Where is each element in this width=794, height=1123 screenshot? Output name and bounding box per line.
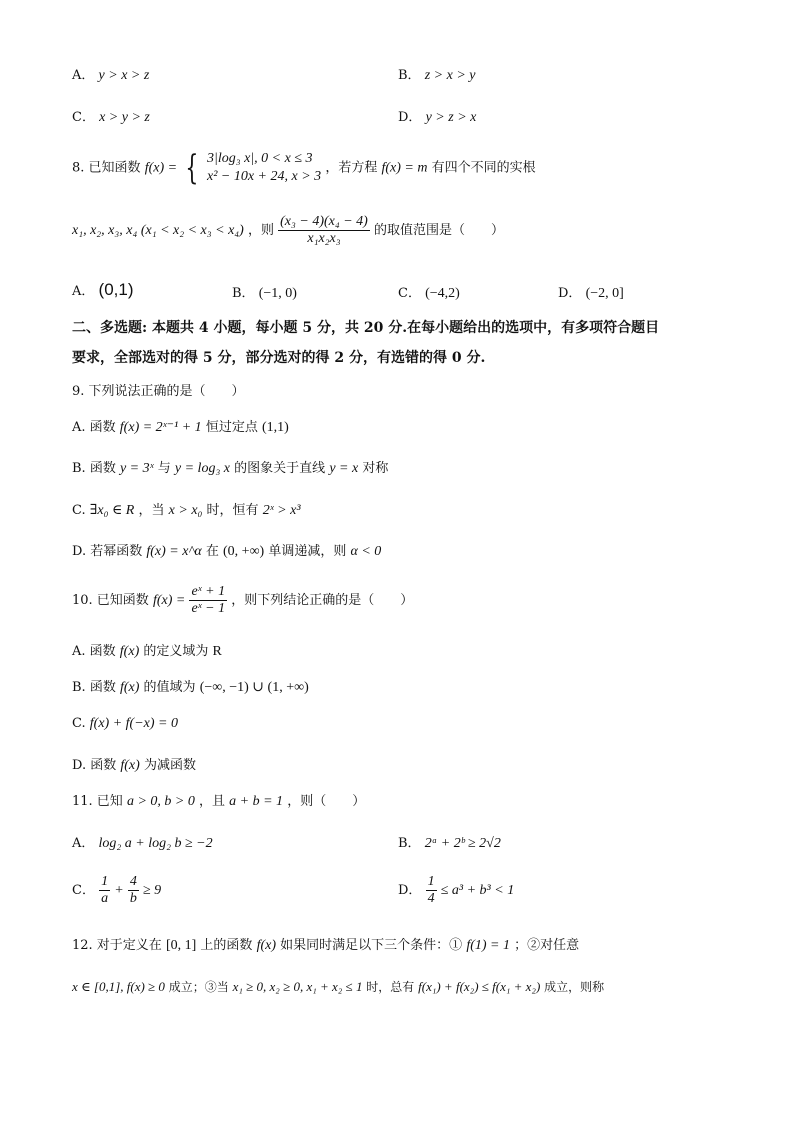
option-label: C． — [72, 883, 95, 898]
q8-number: 8. 已知函数 — [72, 160, 141, 176]
q9-option-a — [72, 416, 289, 436]
q10-fraction — [189, 584, 227, 617]
q9-option-d — [72, 540, 381, 560]
option-math: y = log₃ x — [174, 461, 231, 476]
option-mid: ，当 — [138, 503, 165, 518]
option-mid: 的图象关于直线 — [234, 461, 326, 476]
q12-math: f(x) — [256, 938, 277, 953]
q10-option-a — [72, 640, 222, 660]
fraction-numerator: 1 — [427, 874, 435, 889]
option-math: y = x — [329, 461, 359, 476]
option-label: A． — [72, 68, 95, 83]
option-text: (−4,2) — [425, 286, 460, 301]
option-math: 2ˣ > x³ — [262, 503, 301, 518]
option-label: B． — [232, 286, 255, 301]
option-math: (1,1) — [261, 420, 289, 435]
option-text: y > x > z — [98, 68, 150, 83]
fraction-numerator: eˣ + 1 — [191, 584, 226, 599]
option-math: f(x) — [119, 644, 140, 659]
option-mid: 时，恒有 — [206, 503, 259, 518]
case-1: 3|log₃ x|, 0 < x ≤ 3 — [206, 151, 313, 166]
option-mid: 与 — [157, 461, 171, 476]
q8-tail3: 的取值范围是（ ） — [373, 223, 504, 238]
option-label: A． — [72, 284, 95, 299]
q10-fx: f(x) = — [152, 593, 186, 608]
option-label: B． — [398, 836, 421, 851]
fraction-denominator: x₁x₂x₃ — [307, 231, 341, 246]
option-prefix: C. — [72, 503, 86, 518]
q10-prefix: 10. 已知函数 — [72, 593, 149, 608]
q10-stem — [72, 584, 413, 617]
option-mid: 的定义域为 — [143, 644, 209, 659]
option-mid: 单调递减，则 — [268, 544, 347, 559]
option-mid: 在 — [205, 544, 219, 559]
option-mid: 的值域为 — [143, 680, 196, 695]
q8-stem-line1 — [72, 150, 536, 186]
option-math: ∃x₀ ∈ R — [89, 503, 135, 518]
option-text: x > y > z — [99, 110, 150, 125]
left-brace-icon: { — [185, 148, 199, 188]
piecewise-cases — [207, 150, 321, 186]
option-text: 2ᵃ + 2ᵇ ≥ 2√2 — [424, 836, 501, 851]
q12-post: 成立，则称 — [544, 980, 605, 994]
q12-math: x ∈ [0,1], f(x) ≥ 0 — [72, 979, 165, 994]
fraction-denominator: eˣ − 1 — [191, 601, 226, 616]
fraction-denominator: 4 — [427, 891, 435, 906]
option-math: f(x) = x^α — [146, 544, 202, 559]
q8-then: ，则 — [247, 223, 274, 238]
section-heading-line2: 要求，全部选对的得 5 分，部分选对的得 2 分，有选错的得 0 分. — [72, 350, 486, 366]
q8-equation: f(x) = m — [381, 160, 428, 176]
q7-option-d — [398, 106, 476, 126]
option-tail: ≥ 9 — [142, 883, 162, 898]
q11-stem — [72, 790, 365, 810]
fraction-1-over-a — [99, 874, 110, 907]
fraction-denominator: a — [101, 891, 109, 906]
option-text: z > x > y — [424, 68, 476, 83]
option-math: R — [212, 644, 222, 659]
fraction-numerator: 1 — [101, 874, 109, 889]
q8-tail: ，若方程 — [325, 160, 378, 176]
q8-option-b — [232, 282, 297, 302]
option-prefix: D. 若幂函数 — [72, 544, 143, 559]
q12-mid: 时，总有 — [366, 980, 415, 994]
q8-roots: x₁, x₂, x₃, x₄ (x₁ < x₂ < x₃ < x₄) — [72, 223, 244, 238]
q12-stem-line2 — [72, 978, 604, 995]
option-math: (−∞, −1) ∪ (1, +∞) — [199, 680, 309, 695]
q7-option-b — [398, 64, 475, 84]
q11-option-b — [398, 832, 501, 852]
q7-option-a — [72, 64, 149, 84]
q8-fraction — [278, 214, 370, 247]
q7-option-c — [72, 106, 150, 126]
option-prefix: A. 函数 — [72, 420, 116, 435]
option-math: x > x₀ — [168, 503, 203, 518]
option-text: (−1, 0) — [258, 286, 297, 301]
option-math: f(x) = 2ˣ⁻¹ + 1 — [119, 420, 202, 435]
section-heading-line1: 二、多选题: 本题共 4 小题，每小题 5 分，共 20 分.在每小题给出的选项中，有多项符合题目 — [72, 320, 660, 336]
q9-stem: 9. 下列说法正确的是（ ） — [72, 384, 245, 399]
option-post: 对称 — [362, 461, 389, 476]
q11-prefix: 11. 已知 — [72, 794, 123, 809]
fraction-numerator: (x₃ − 4)(x₄ − 4) — [280, 214, 368, 229]
option-prefix: A. 函数 — [72, 644, 116, 659]
option-label: A． — [72, 836, 95, 851]
q11-math: a + b = 1 — [229, 794, 284, 809]
q11-post: ，则（ ） — [287, 794, 366, 809]
option-text: log₂ a + log₂ b ≥ −2 — [98, 836, 213, 851]
case-2: x² − 10x + 24, x > 3 — [206, 169, 322, 184]
option-math: f(x) + f(−x) = 0 — [89, 716, 178, 731]
q8-option-c — [398, 282, 460, 302]
q11-option-d — [398, 874, 514, 907]
q12-math: x₁ ≥ 0, x₂ ≥ 0, x₁ + x₂ ≤ 1 — [232, 979, 363, 994]
q9-option-b — [72, 457, 388, 477]
option-prefix: D. 函数 — [72, 758, 117, 773]
q12-mid: 如果同时满足以下三个条件：① — [280, 938, 463, 953]
option-math: f(x) — [119, 680, 140, 695]
q9-option-c — [72, 499, 301, 519]
q12-mid: 成立；③当 — [168, 980, 229, 994]
q8-stem-line2 — [72, 214, 504, 247]
q8-tail2: 有四个不同的实根 — [431, 160, 536, 176]
q10-option-d — [72, 754, 196, 774]
option-tail: ≤ a³ + b³ < 1 — [440, 883, 515, 898]
option-post: 为减函数 — [143, 758, 196, 773]
option-text: y > z > x — [425, 110, 477, 125]
fraction-numerator: 4 — [129, 874, 137, 889]
q10-option-c — [72, 716, 178, 732]
option-label: D． — [558, 286, 582, 301]
option-prefix: C. — [72, 716, 86, 731]
option-label: C． — [72, 110, 95, 125]
q8-option-d — [558, 282, 624, 302]
q10-post: ，则下列结论正确的是（ ） — [231, 593, 414, 608]
plus-sign: + — [114, 883, 124, 898]
fraction-4-over-b — [128, 874, 139, 907]
q8-fx: f(x) = — [144, 160, 178, 176]
q12-stem-line1 — [72, 934, 579, 954]
q12-post: ；②对任意 — [514, 938, 580, 953]
q11-option-c — [72, 874, 161, 907]
option-label: D． — [398, 110, 422, 125]
option-mid: 恒过定点 — [205, 420, 258, 435]
q8-option-a — [72, 280, 134, 300]
q12-math: f(x₁) + f(x₂) ≤ f(x₁ + x₂) — [418, 979, 541, 994]
q11-mid: ，且 — [199, 794, 226, 809]
fraction-denominator: b — [129, 891, 137, 906]
option-label: D． — [398, 883, 422, 898]
q12-mid: 上的函数 — [200, 938, 253, 953]
q12-math: f(1) = 1 — [466, 938, 510, 953]
option-math: α < 0 — [350, 544, 382, 559]
option-text: (0,1) — [98, 280, 134, 299]
option-text: (−2, 0] — [585, 286, 624, 301]
q11-option-a — [72, 832, 213, 852]
option-math: f(x) — [120, 758, 140, 773]
option-label: C． — [398, 286, 421, 301]
option-label: B． — [398, 68, 421, 83]
option-prefix: B. 函数 — [72, 461, 116, 476]
option-math: y = 3ˣ — [119, 461, 154, 476]
q11-math: a > 0, b > 0 — [126, 794, 195, 809]
fraction-1-over-4 — [426, 874, 437, 907]
q10-option-b — [72, 676, 309, 696]
q12-math: [0, 1] — [165, 938, 197, 953]
q12-prefix: 12. 对于定义在 — [72, 938, 162, 953]
option-math: (0, +∞) — [223, 544, 265, 559]
option-prefix: B. 函数 — [72, 680, 116, 695]
